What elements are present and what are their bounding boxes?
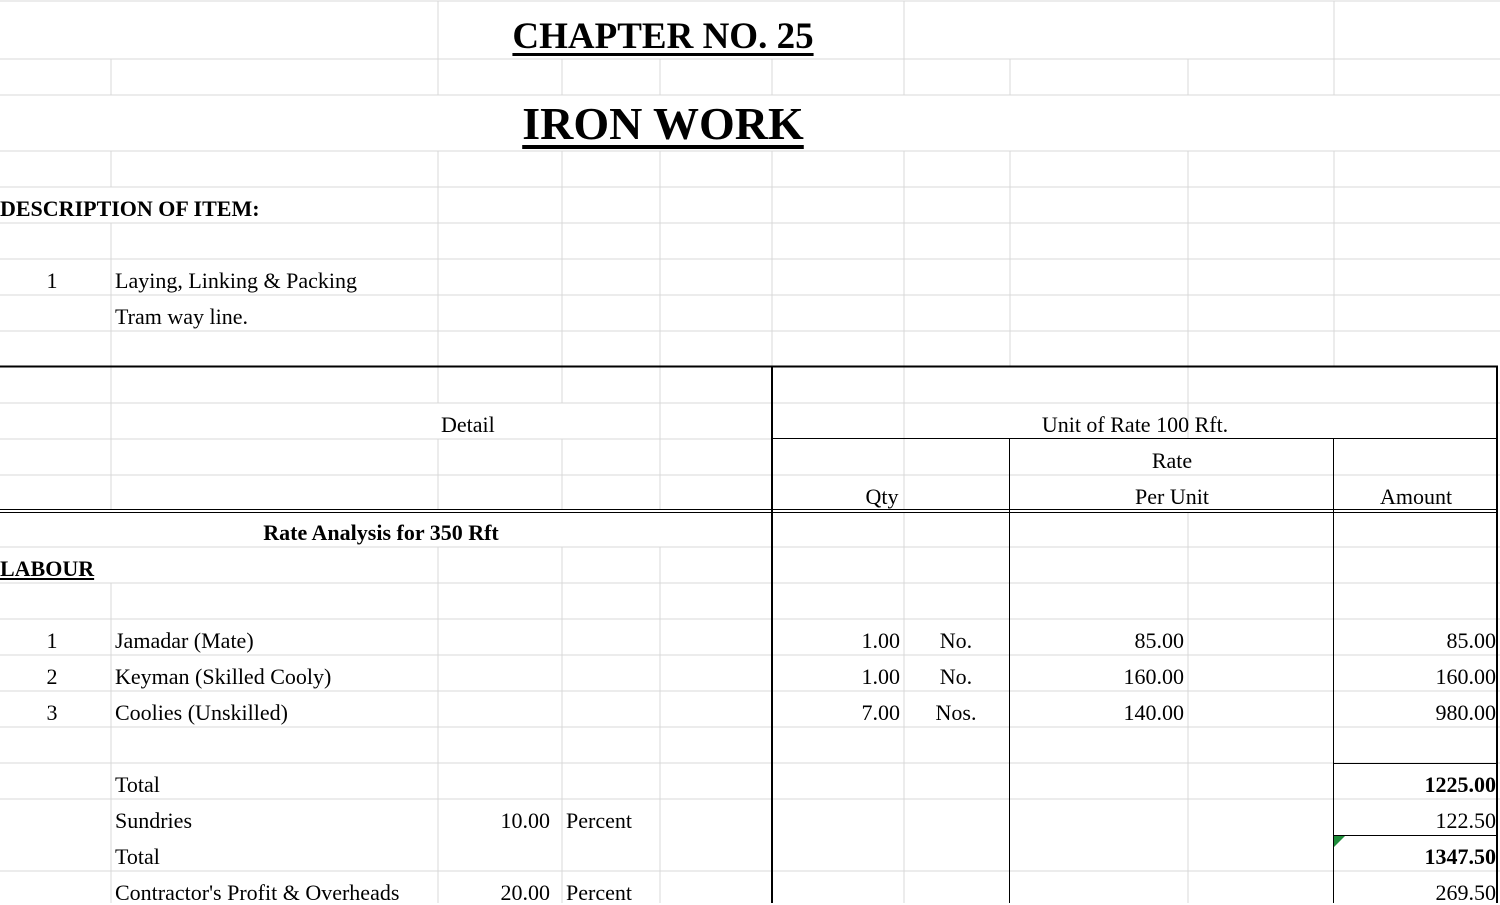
qty-header: Qty <box>865 484 899 509</box>
summary-amount: 269.50 <box>1435 880 1496 905</box>
summary-amount: 1347.50 <box>1424 844 1496 869</box>
summary-amount: 122.50 <box>1435 808 1496 833</box>
summary-value: 20.00 <box>500 880 550 905</box>
summary-value: 10.00 <box>500 808 550 833</box>
labour-description: Jamadar (Mate) <box>115 628 254 653</box>
description-label: DESCRIPTION OF ITEM: <box>0 196 260 221</box>
summary-label: Total <box>115 772 160 797</box>
summary-unit: Percent <box>566 808 632 833</box>
rate-header: Rate <box>1151 448 1193 473</box>
labour-unit: No. <box>939 664 973 689</box>
item-description-line: Tram way line. <box>115 304 249 329</box>
labour-qty: 1.00 <box>861 664 900 689</box>
analysis-caption: Rate Analysis for 350 Rft <box>263 520 499 545</box>
labour-rate: 160.00 <box>1123 664 1184 689</box>
labour-amount: 85.00 <box>1446 628 1496 653</box>
page-title: IRON WORK <box>522 98 804 149</box>
labour-description: Keyman (Skilled Cooly) <box>115 664 332 689</box>
summary-label: Total <box>115 844 160 869</box>
labour-rate: 85.00 <box>1134 628 1184 653</box>
amount-header: Amount <box>1379 484 1453 509</box>
row-number: 2 <box>46 664 58 689</box>
labour-unit: No. <box>939 628 973 653</box>
formula-indicator-icon <box>1334 836 1345 847</box>
labour-rate: 140.00 <box>1123 700 1184 725</box>
labour-description: Coolies (Unskilled) <box>115 700 288 725</box>
chapter-heading: CHAPTER NO. 25 <box>512 16 814 57</box>
labour-qty: 7.00 <box>861 700 900 725</box>
labour-qty: 1.00 <box>861 628 900 653</box>
row-number: 1 <box>46 628 58 653</box>
per-unit-header: Per Unit <box>1135 484 1209 509</box>
item-description-line: Laying, Linking & Packing <box>115 268 357 293</box>
unit-of-rate-header: Unit of Rate 100 Rft. <box>1041 412 1229 437</box>
labour-amount: 160.00 <box>1435 664 1496 689</box>
labour-amount: 980.00 <box>1435 700 1496 725</box>
summary-label: Contractor's Profit & Overheads <box>115 880 400 905</box>
summary-unit: Percent <box>566 880 632 905</box>
item-number: 1 <box>46 268 58 293</box>
row-number: 3 <box>46 700 58 725</box>
summary-label: Sundries <box>115 808 192 833</box>
summary-amount: 1225.00 <box>1424 772 1496 797</box>
section-heading: LABOUR <box>0 556 95 581</box>
labour-unit: Nos. <box>935 700 977 725</box>
detail-header: Detail <box>441 412 495 437</box>
